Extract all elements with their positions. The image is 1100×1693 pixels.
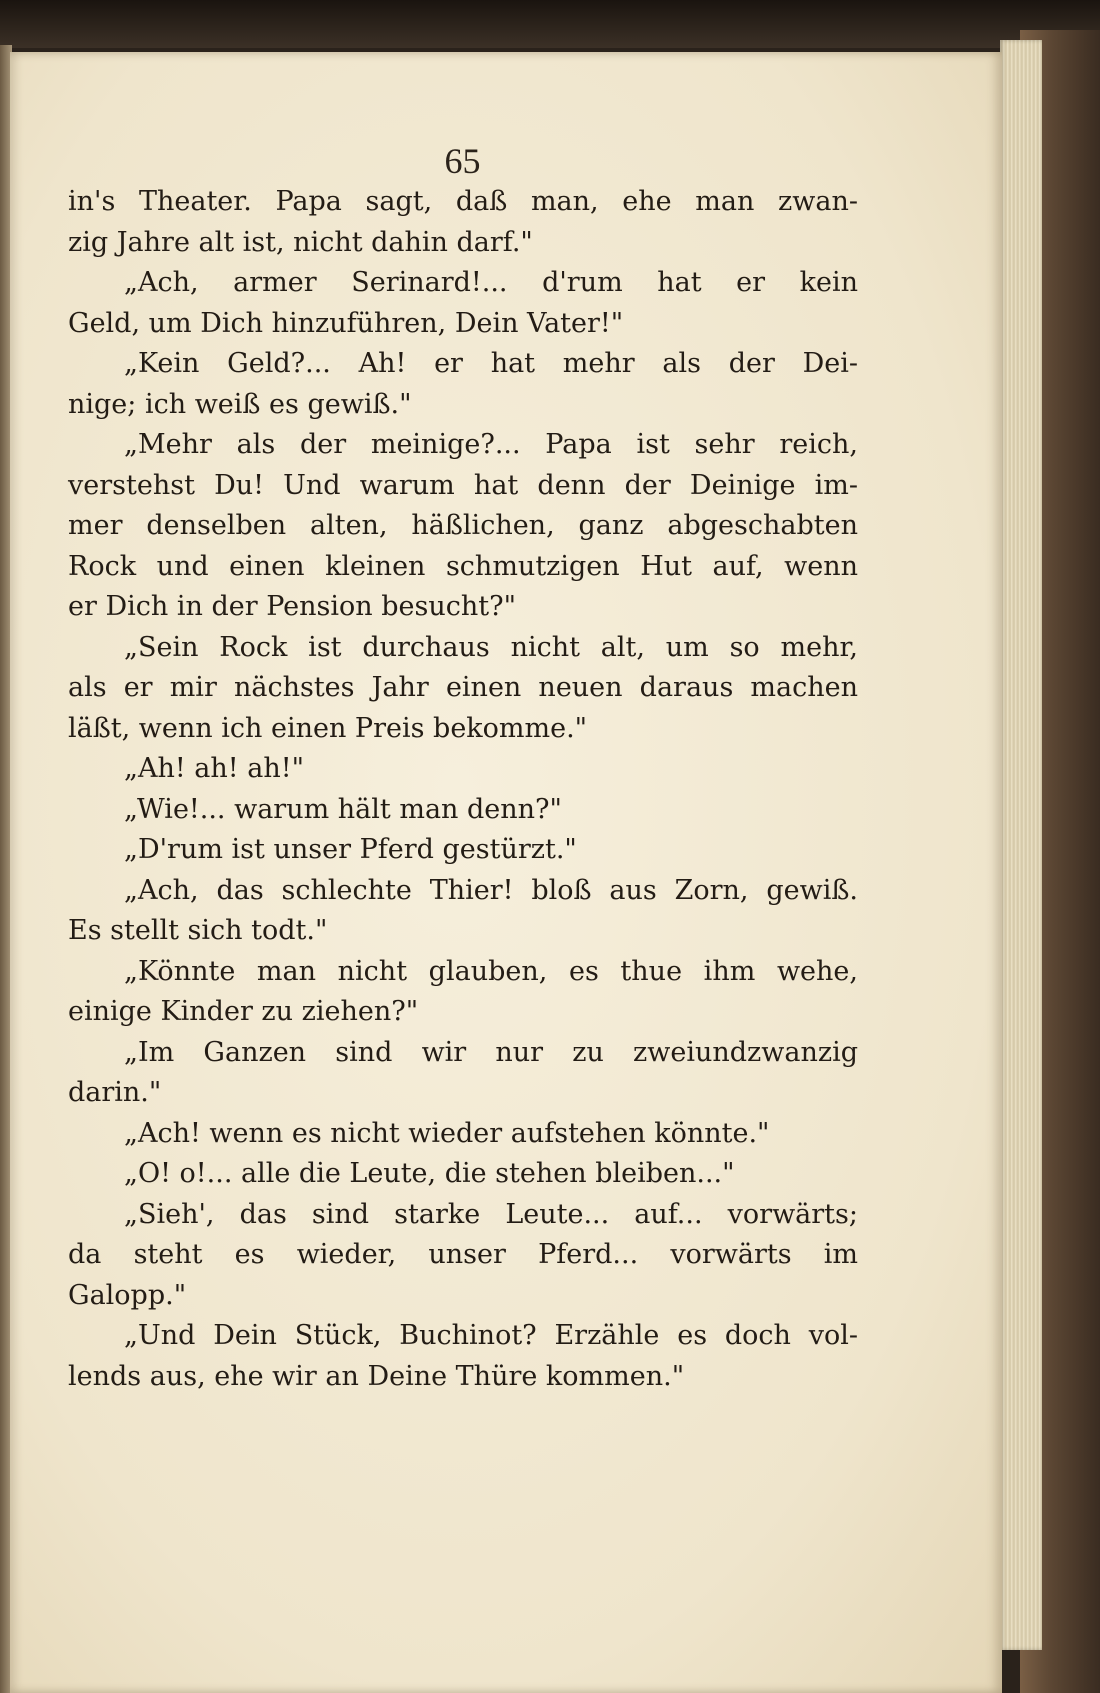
book-page xyxy=(10,52,1002,1693)
text-line: „Könnte man nicht glauben, es thue ihm wehe, xyxy=(124,955,858,987)
text-line: zig Jahre alt ist, nicht dahin darf." xyxy=(68,226,533,258)
page-text xyxy=(68,182,858,1397)
scan-background-top xyxy=(0,0,1100,48)
text-line: lends aus, ehe wir an Deine Thüre kommen." xyxy=(68,1360,685,1392)
text-line: „Wie!... warum hält man denn?" xyxy=(124,793,562,825)
text-line: „D'rum ist unser Pferd gestürzt." xyxy=(124,834,577,865)
text-line: „O! o!... alle die Leute, die stehen bleiben..." xyxy=(124,1158,735,1189)
text-line: „Ah! ah! ah!" xyxy=(124,753,304,784)
text-line: darin." xyxy=(68,1077,162,1108)
text-line: „Sieh', das sind starke Leute... auf... vorwärts; xyxy=(124,1198,858,1230)
text-line: „Ach! wenn es nicht wieder aufstehen könnte." xyxy=(124,1117,770,1149)
text-line: mer denselben alten, häßlichen, ganz abgeschabten xyxy=(68,510,858,541)
page-number: 65 xyxy=(444,141,481,181)
text-line: da steht es wieder, unser Pferd... vorwärts im xyxy=(68,1239,858,1270)
text-line: Rock und einen kleinen schmutzigen Hut auf, wenn xyxy=(68,550,858,582)
text-line: Galopp." xyxy=(68,1279,187,1311)
text-line: „Kein Geld?... Ah! er hat mehr als der Dei- xyxy=(124,348,858,379)
text-line: einige Kinder zu ziehen?" xyxy=(68,996,419,1027)
text-line: „Sein Rock ist durchaus nicht alt, um so mehr, xyxy=(124,631,858,663)
text-line: „Und Dein Stück, Buchinot? Erzähle es doch vol- xyxy=(124,1320,858,1351)
text-line: läßt, wenn ich einen Preis bekomme." xyxy=(68,712,588,744)
text-line: „Im Ganzen sind wir nur zu zweiundzwanzig xyxy=(124,1036,858,1068)
text-line: „Ach, das schlechte Thier! bloß aus Zorn, gewiß. xyxy=(124,874,858,906)
text-line: als er mir nächstes Jahr einen neuen daraus machen xyxy=(68,672,858,703)
text-line: Es stellt sich todt." xyxy=(68,915,328,946)
text-line: „Mehr als der meinige?... Papa ist sehr reich, xyxy=(124,429,858,460)
page-edges xyxy=(1000,40,1042,1650)
text-line: er Dich in der Pension besucht?" xyxy=(68,591,517,622)
text-line: nige; ich weiß es gewiß." xyxy=(68,388,412,420)
text-line: in's Theater. Papa sagt, daß man, ehe man zwan- xyxy=(68,186,858,217)
text-line: „Ach, armer Serinard!... d'rum hat er kein xyxy=(124,267,858,298)
text-line: Geld, um Dich hinzuführen, Dein Vater!" xyxy=(68,307,624,339)
text-line: verstehst Du! Und warum hat denn der Deinige im- xyxy=(68,469,858,501)
